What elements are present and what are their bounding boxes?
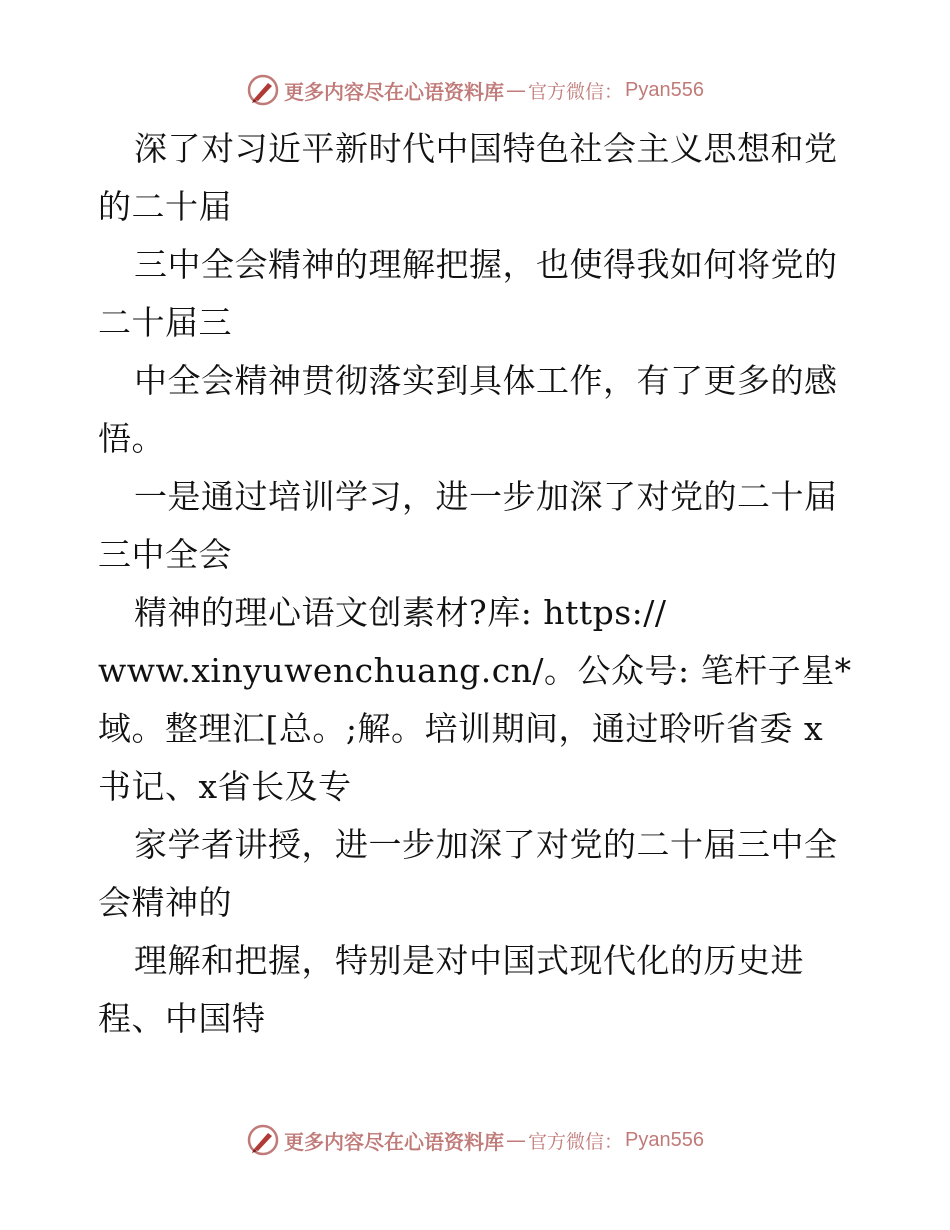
- banner-dash: —: [506, 78, 526, 102]
- body-line: www.xinyuwenchuang.cn/。公众号: 笔杆子星*: [98, 651, 852, 690]
- body-line: 理解和把握，特别是对中国式现代化的历史进: [134, 941, 804, 980]
- footer-banner: [0, 1120, 950, 1160]
- banner-official-label: 官方微信：: [528, 80, 624, 103]
- body-line: 三中全会: [98, 535, 232, 574]
- banner-site-text: 更多内容尽在心语资料库: [284, 1129, 504, 1154]
- body-line: 域。整理汇[总。;解。培训期间，通过聆听省委 x: [98, 709, 824, 748]
- body-line: 悟。: [98, 419, 165, 458]
- banner-wechat-id: Pyan556: [625, 78, 704, 101]
- document-body: [98, 120, 858, 1048]
- body-line: 精神的理心语文创素材?库: https://: [134, 593, 667, 632]
- body-line: 书记、x省长及专: [98, 767, 352, 806]
- banner-official-label: 官方微信：: [528, 1130, 624, 1153]
- pen-logo-icon: [246, 73, 280, 107]
- body-line: 二十届三: [98, 303, 232, 342]
- body-line: 会精神的: [98, 883, 232, 922]
- banner-site-text: 更多内容尽在心语资料库: [284, 79, 504, 104]
- banner-wechat-id: Pyan556: [625, 1128, 704, 1151]
- body-line: 深了对习近平新时代中国特色社会主义思想和党: [134, 129, 838, 168]
- header-banner: [0, 70, 950, 110]
- body-line: 三中全会精神的理解把握，也使得我如何将党的: [134, 245, 838, 284]
- pen-logo-icon: [246, 1123, 280, 1157]
- body-line: 一是通过培训学习，进一步加深了对党的二十届: [134, 477, 838, 516]
- body-line: 程、中国特: [98, 999, 266, 1038]
- banner-dash: —: [506, 1128, 526, 1152]
- body-line: 中全会精神贯彻落实到具体工作，有了更多的感: [134, 361, 838, 400]
- body-line: 家学者讲授，进一步加深了对党的二十届三中全: [134, 825, 838, 864]
- body-line: 的二十届: [98, 187, 232, 226]
